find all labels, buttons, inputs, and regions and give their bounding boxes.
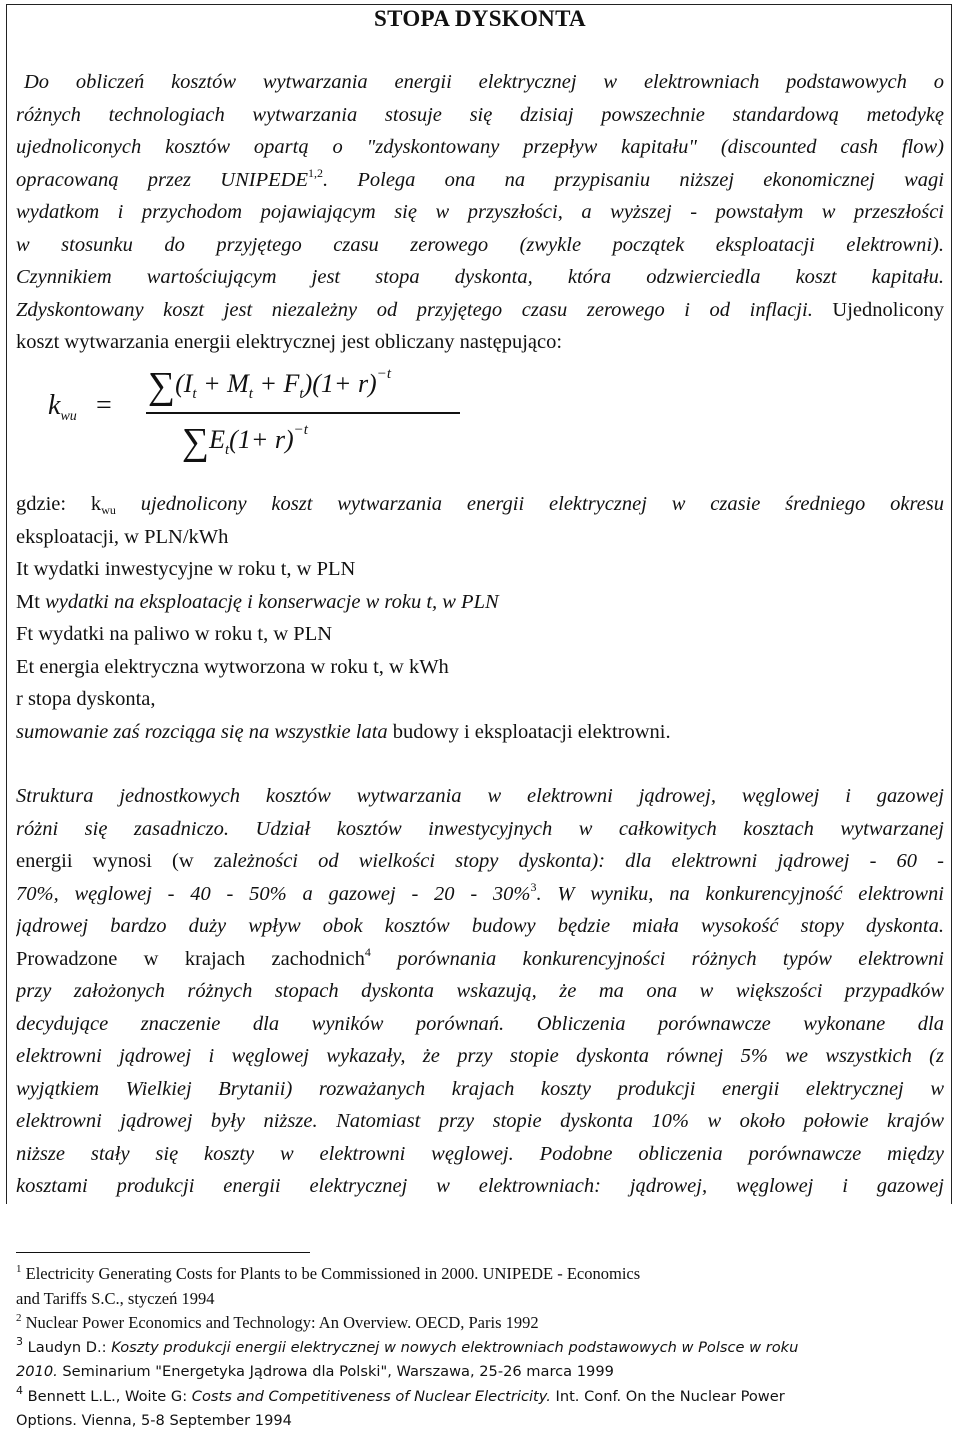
text-line: przy założonych różnych stopach dyskonta wskazują, że ma ona w większości przypadków [16, 980, 944, 1002]
text-span: . Polega ona na przypisaniu niższej ekonomicznej wagi [322, 168, 944, 191]
footnote-4-cont: Options. Vienna, 5-8 September 1994 [16, 1412, 292, 1429]
footnote-3: $^3$ Laudyn D.: Koszty produkcji energii elektrycznej w nowych elektrowniach podstawowych w Polsce w roku [16, 1334, 799, 1356]
text-line: decydujące znaczenie dla wyników porównań. Obliczenia porównawcze wykonane dla [16, 1012, 944, 1035]
footnote-ref: 4 [364, 944, 371, 959]
footnote-2: $^2$ Nuclear Power Economics and Technology: An Overview. OECD, Paris 1992 [16, 1312, 539, 1332]
text-line: jądrowej bardzo duży wpływ obok kosztów budowy będzie miała wysokość stopy dyskonta. [16, 915, 944, 937]
text-line: elektrowni jądrowej i węglowej wykazały, że przy stopie dyskonta równej 5% we wszystkich (z [16, 1045, 944, 1067]
text-line: It wydatki inwestycyjne w roku t, w PLN [16, 558, 356, 580]
structure-paragraph [16, 780, 944, 1203]
formula-lhs: $k_{wu}$ [48, 390, 77, 424]
text-line: różni się zasadniczo. Udział kosztów inwestycyjnych w całkowitych kosztach wytwarzanej [16, 817, 944, 840]
text-line: Et energia elektryczna wytworzona w roku t, w kWh [16, 655, 449, 678]
text-line: Struktura jednostkowych kosztów wytwarzania w elektrowni jądrowej, węglowej i gazowej [16, 785, 944, 807]
page-title: STOPA DYSKONTA [374, 6, 586, 31]
footnote-ref: 3 [530, 879, 537, 894]
footnote-1: $^1$ Electricity Generating Costs for Plants to be Commissioned in 2000. UNIPEDE - Economics [16, 1263, 641, 1283]
fraction-bar [146, 412, 460, 414]
text-line: elektrowni jądrowej były niższe. Natomiast przy stopie dyskonta 10% w około połowie krajów [16, 1110, 944, 1132]
text-line: sumowanie zaś rozciąga się na wszystkie lata budowy i eksploatacji elektrowni. [16, 720, 671, 743]
text-line: koszt wytwarzania energii elektrycznej jest obliczany następująco: [16, 331, 563, 353]
text-line: gdzie: $k_{wu}$ ujednolicony koszt wytwarzania energii elektrycznej w czasie średniego okresu [16, 493, 944, 517]
formula-denominator: $\sum E_t(1+ r)^{-t}$ [182, 421, 308, 463]
text-line [16, 294, 944, 327]
text-line: niższe stały się koszty w elektrowni węglowej. Podobne obliczenia porównawcze między [16, 1142, 944, 1165]
footnote-ref: 1,2 [307, 165, 323, 180]
text-line: ujednoliconych kosztów opartą o "zdyskontowany przepływ kapitału" (discounted cash flow) [16, 136, 944, 158]
text-line: Ft wydatki na paliwo w roku t, w PLN [16, 623, 333, 645]
footnote-4: $^4$ Bennett L.L., Woite G: Costs and Competitiveness of Nuclear Electricity. Int. Conf. On the Nuclear Power [16, 1383, 785, 1405]
text-line: wyjątkiem Wielkiej Brytanii) rozważanych krajach koszty produkcji energii elektrycznej w [16, 1077, 944, 1100]
text-line [16, 164, 944, 197]
text-line: Mt wydatki na eksploatację i konserwacje w roku t, w PLN [16, 590, 499, 613]
text-line: Czynnikiem wartościującym jest stopa dyskonta, która odzwierciedla koszt kapitału. [16, 266, 944, 288]
text-line: 70%, węglowej - 40 - 50% a gazowej - 20 - 30%$^3$. W wyniku, na konkurencyjność elektrowni [16, 879, 944, 905]
text-line: r stopa dyskonta, [16, 688, 156, 710]
text-span: Ujednolicony [832, 298, 944, 321]
text-line: Prowadzone w krajach zachodnich$^4$ porównania konkurencyjności różnych typów elektrowni [16, 944, 944, 970]
text-span: Zdyskontowany koszt jest niezależny od przyjętego czasu zerowego i od inflacji. [16, 298, 813, 321]
definitions [16, 488, 944, 748]
text-line: kosztami produkcji energii elektrycznej w elektrowniach: jądrowej, węglowej i gazowej [16, 1175, 944, 1197]
text-line: Do obliczeń kosztów wytwarzania energii elektrycznej w elektrowniach podstawowych o [24, 71, 944, 93]
text-line: w stosunku do przyjętego czasu zerowego (zwykle początek eksploatacji elektrowni). [16, 233, 944, 256]
footnote-1-cont: and Tariffs S.C., styczeń 1994 [16, 1288, 215, 1308]
text-span: opracowaną przez UNIPEDE [16, 168, 308, 191]
intro-paragraph [16, 66, 944, 359]
formula-equals: = [96, 390, 112, 421]
text-line: eksploatacji, w PLN/kWh [16, 525, 229, 548]
footnote-separator [16, 1252, 310, 1253]
formula-numerator: $\sum(I_t + M_t + F_t)(1+ r)^{-t}$ [148, 365, 392, 407]
footnotes [16, 1262, 936, 1434]
text-line: energii wynosi (w zależności od wielkości stopy dyskonta): dla elektrowni jądrowej - 60 - [16, 850, 944, 872]
text-line: różnych technologiach wytwarzania stosuje się dzisiaj powszechnie standardową metodykę [16, 103, 944, 126]
footnote-3-cont: 2010. Seminarium "Energetyka Jądrowa dla Polski", Warszawa, 25-26 marca 1999 [16, 1363, 614, 1380]
text-line: wydatkom i przychodom pojawiającym się w przyszłości, a wyższej - powstałym w przeszłości [16, 201, 944, 223]
cost-formula [44, 365, 464, 468]
